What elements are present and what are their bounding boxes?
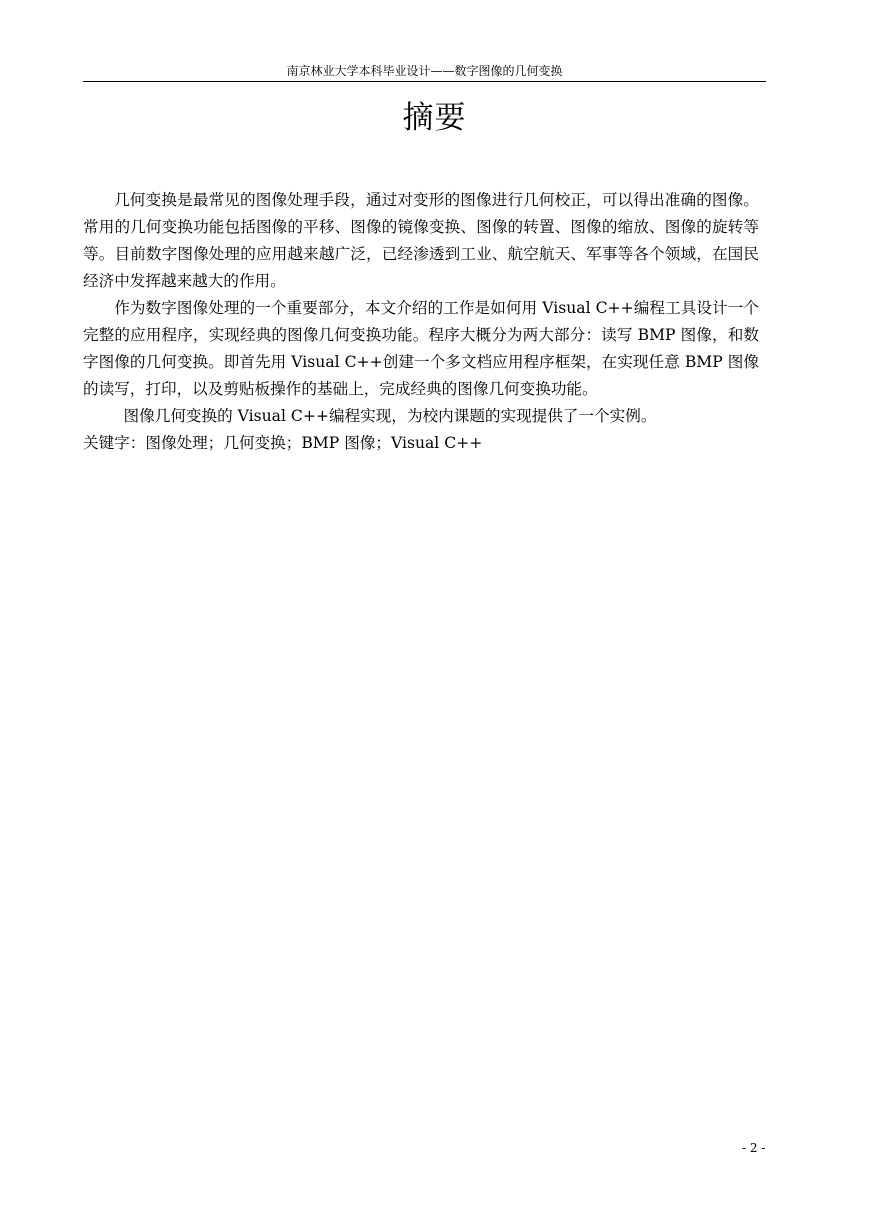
running-header — [83, 62, 766, 82]
page-number: - 2 - — [742, 1141, 766, 1155]
keywords-line: 关键字：图像处理；几何变换；BMP 图像；Visual C++ — [83, 434, 483, 452]
running-header-text: 南京林业大学本科毕业设计——数字图像的几何变换 — [286, 64, 563, 78]
abstract-title: 摘要 — [402, 100, 467, 136]
abstract-paragraph-1: 几何变换是最常见的图像处理手段，通过对变形的图像进行几何校正，可以得出准确的图像。常用的几何变换功能包括图像的平移、图像的镜像变换、图像的转置、图像的缩放、图像的旋转等等。目前数字图像处理的应用越来越广泛，已经渗透到工业、航空航天、军事等各个领域，在国民经济中发挥越来越大的作用。 — [83, 191, 759, 290]
abstract-body — [83, 187, 759, 457]
abstract-paragraph-3: 图像几何变换的 Visual C++编程实现，为校内课题的实现提供了一个实例。 — [123, 407, 657, 425]
abstract-paragraph-2: 作为数字图像处理的一个重要部分，本文介绍的工作是如何用 Visual C++编程工具设计一个完整的应用程序，实现经典的图像几何变换功能。程序大概分为两大部分：读写 BMP 图像，和数字图像的几何变换。即首先用 Visual C++创建一个多文档应用程序框架，在实现任意 BMP 图像的读写，打印，以及剪贴板操作的基础上，完成经典的图像几何变换功能。 — [83, 299, 759, 398]
